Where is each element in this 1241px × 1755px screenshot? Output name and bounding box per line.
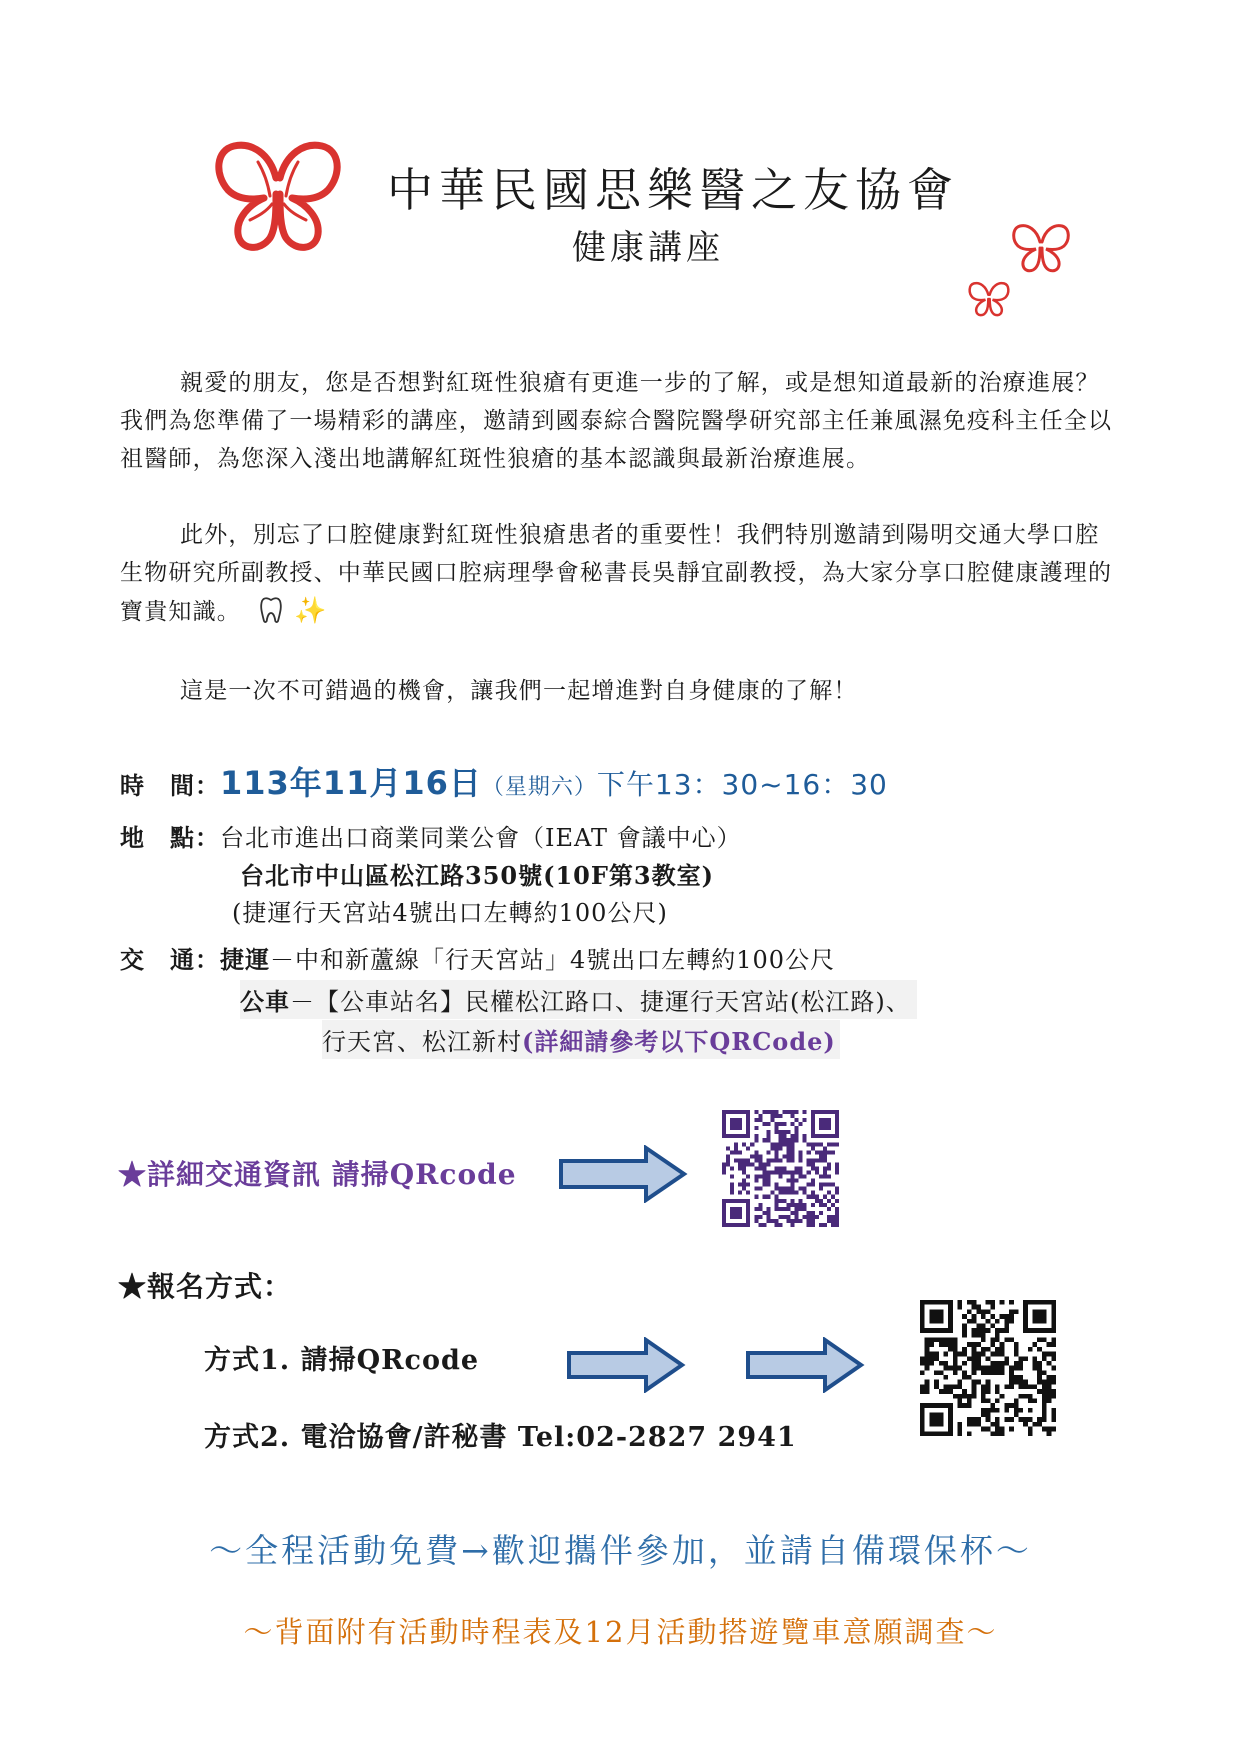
bus-text: －【公車站名】民權松江路口、捷運行天宮站(松江路)、 bbox=[290, 988, 911, 1016]
small-butterfly-icon bbox=[1010, 222, 1072, 274]
sparkles-icon: ✨ bbox=[294, 596, 328, 626]
registration-qr-code[interactable] bbox=[920, 1300, 1056, 1436]
back-page-note: ～背面附有活動時程表及12月活動搭遊覽車意願調查～ bbox=[243, 1615, 998, 1649]
intro-paragraph-2: 此外，別忘了口腔健康對紅斑性狼瘡患者的重要性！我們特別邀請到陽明交通大學口腔生物研究所副教授、中華民國口腔病理學會秘書長吳靜宜副教授，為大家分享口腔健康護理的寶貴知識。 ✨ bbox=[120, 522, 1113, 626]
tiny-butterfly-icon bbox=[967, 280, 1011, 318]
event-weekday: （星期六） bbox=[481, 775, 597, 800]
bus-label: 公車 bbox=[240, 987, 290, 1016]
location-row bbox=[120, 818, 742, 853]
page-title: 中華民國思樂醫之友協會 bbox=[387, 163, 959, 217]
transport-qr-code[interactable] bbox=[722, 1110, 839, 1227]
intro-paragraph-1: 親愛的朋友，您是否想對紅斑性狼瘡有更進一步的了解，或是想知道最新的治療進展？我們為您準備了一場精彩的講座，邀請到國泰綜合醫院醫學研究部主任兼風濕免疫科主任全以祖醫師，為您深入淺出地講解紅斑性狼瘡的基本認識與最新治療進展。 bbox=[120, 370, 1113, 472]
mrt-text: －中和新蘆線「行天宮站」4號出口左轉約100公尺 bbox=[270, 946, 836, 974]
right-arrow-icon bbox=[566, 1337, 686, 1393]
registration-heading: ★報名方式： bbox=[118, 1270, 293, 1303]
butterfly-logo-icon bbox=[212, 138, 344, 256]
location-line-1: 台北市進出口商業同業公會（IEAT 會議中心） bbox=[220, 824, 742, 852]
time-label: 時 間： bbox=[120, 771, 220, 800]
location-label: 地 點： bbox=[120, 823, 220, 852]
location-line-3: (捷運行天宮站4號出口左轉約100公尺) bbox=[232, 899, 668, 927]
event-time-range: 下午13：30~16：30 bbox=[596, 768, 888, 801]
right-arrow-icon bbox=[558, 1145, 688, 1203]
transport-qr-label: ★詳細交通資訊 請掃QRcode bbox=[118, 1158, 517, 1191]
registration-method-1: 方式1. 請掃QRcode bbox=[204, 1345, 480, 1376]
tooth-icon bbox=[256, 595, 286, 625]
bus-note: (詳細請參考以下QRCode) bbox=[522, 1027, 836, 1056]
event-date: 113年11月16日 bbox=[220, 764, 482, 802]
bus-row-2 bbox=[322, 1020, 840, 1059]
transport-row bbox=[120, 940, 835, 975]
time-row bbox=[120, 758, 888, 804]
registration-method-2: 方式2. 電洽協會/許秘書 Tel:02-2827 2941 bbox=[204, 1422, 797, 1453]
bus-row bbox=[240, 980, 917, 1019]
intro-paragraph-3: 這是一次不可錯過的機會，讓我們一起增進對自身健康的了解！ bbox=[180, 678, 858, 704]
transport-label: 交 通： bbox=[120, 945, 220, 974]
bus-text-2: 行天宮、松江新村 bbox=[322, 1028, 522, 1056]
location-line-2: 台北市中山區松江路350號(10F第3教室) bbox=[240, 861, 714, 890]
page-subtitle: 健康講座 bbox=[572, 228, 724, 268]
right-arrow-icon bbox=[745, 1337, 865, 1393]
mrt-label: 捷運 bbox=[220, 945, 270, 974]
free-event-banner: ～全程活動免費→歡迎攜伴參加，並請自備環保杯～ bbox=[209, 1531, 1032, 1570]
